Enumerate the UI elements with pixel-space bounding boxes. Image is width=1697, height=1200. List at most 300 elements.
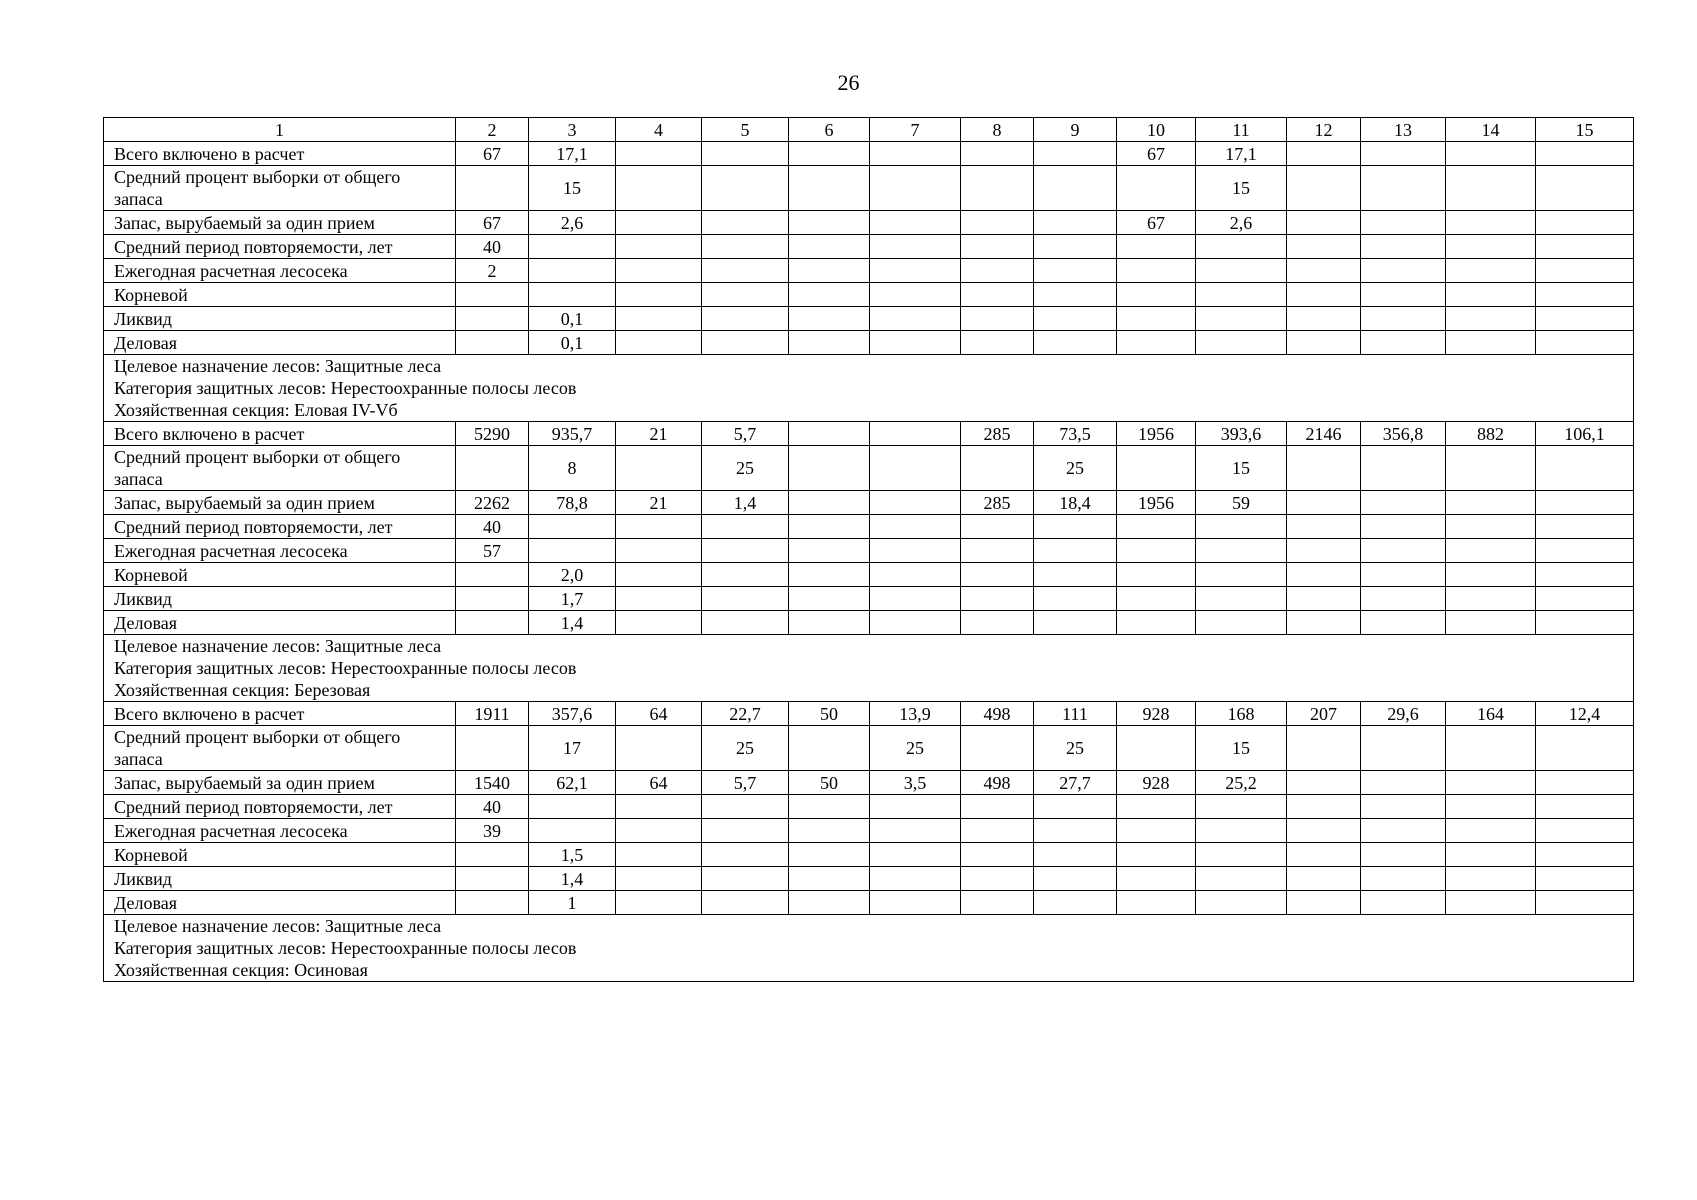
table-cell: 0,1 — [529, 307, 616, 331]
table-cell — [1196, 795, 1287, 819]
table-cell — [1446, 515, 1536, 539]
table-row — [104, 563, 1634, 587]
table-cell: 15 — [1196, 726, 1287, 771]
table-cell: 5290 — [456, 422, 529, 446]
row-label: Корневой — [104, 563, 456, 587]
table-cell — [961, 166, 1034, 211]
table-cell — [529, 539, 616, 563]
table-cell — [1446, 283, 1536, 307]
table-cell — [789, 331, 870, 355]
table-cell — [1287, 611, 1361, 635]
table-cell — [616, 259, 702, 283]
column-header: 10 — [1117, 118, 1196, 142]
table-cell — [1361, 539, 1446, 563]
table-cell — [1446, 795, 1536, 819]
table-cell — [702, 587, 789, 611]
table-cell — [870, 611, 961, 635]
table-cell — [616, 819, 702, 843]
table-cell — [1361, 867, 1446, 891]
table-cell: 356,8 — [1361, 422, 1446, 446]
section-info-cell — [104, 915, 1634, 982]
table-cell — [789, 142, 870, 166]
table-cell: 12,4 — [1536, 702, 1634, 726]
table-cell — [1446, 891, 1536, 915]
row-label: Ликвид — [104, 307, 456, 331]
table-cell — [1196, 331, 1287, 355]
table-cell: 1911 — [456, 702, 529, 726]
table-cell: 357,6 — [529, 702, 616, 726]
table-cell — [1361, 819, 1446, 843]
table-cell — [616, 795, 702, 819]
table-row — [104, 843, 1634, 867]
table-cell — [961, 235, 1034, 259]
table-cell — [1287, 283, 1361, 307]
table-cell — [456, 307, 529, 331]
table-cell — [1446, 446, 1536, 491]
table-cell — [1034, 611, 1117, 635]
table-cell — [1287, 891, 1361, 915]
table-cell — [1536, 166, 1634, 211]
table-cell — [870, 539, 961, 563]
table-cell — [961, 142, 1034, 166]
section-info-line: Целевое назначение лесов: Защитные леса — [114, 356, 442, 376]
table-cell — [702, 891, 789, 915]
table-cell: 21 — [616, 422, 702, 446]
table-cell — [870, 819, 961, 843]
table-cell: 59 — [1196, 491, 1287, 515]
table-row — [104, 283, 1634, 307]
table-cell — [1034, 795, 1117, 819]
column-header: 14 — [1446, 118, 1536, 142]
table-cell: 40 — [456, 515, 529, 539]
row-label: Запас, вырубаемый за один прием — [104, 211, 456, 235]
table-cell — [1034, 867, 1117, 891]
table-row — [104, 259, 1634, 283]
table-cell — [702, 166, 789, 211]
table-cell — [789, 307, 870, 331]
table-cell — [961, 211, 1034, 235]
table-cell — [616, 515, 702, 539]
column-header: 15 — [1536, 118, 1634, 142]
table-cell — [702, 819, 789, 843]
table-cell: 67 — [456, 142, 529, 166]
table-cell — [1196, 235, 1287, 259]
table-cell — [1361, 491, 1446, 515]
row-label: Средний процент выборки от общего запаса — [104, 166, 456, 211]
table-cell — [789, 819, 870, 843]
table-cell — [456, 563, 529, 587]
table-cell — [789, 843, 870, 867]
table-cell — [961, 587, 1034, 611]
table-cell — [1196, 283, 1287, 307]
section-info-line: Целевое назначение лесов: Защитные леса — [114, 636, 442, 656]
table-cell: 2262 — [456, 491, 529, 515]
table-cell — [1361, 891, 1446, 915]
table-cell: 285 — [961, 491, 1034, 515]
column-number-header-row — [104, 118, 1634, 142]
table-cell: 1,5 — [529, 843, 616, 867]
table-cell — [529, 515, 616, 539]
table-cell — [870, 795, 961, 819]
table-cell: 67 — [1117, 211, 1196, 235]
table-cell — [1536, 867, 1634, 891]
table-cell — [1287, 771, 1361, 795]
table-cell — [1034, 166, 1117, 211]
table-cell: 1956 — [1117, 422, 1196, 446]
table-cell — [789, 795, 870, 819]
table-cell — [1361, 563, 1446, 587]
table-cell — [870, 891, 961, 915]
table-cell — [870, 235, 961, 259]
page-number: 26 — [837, 70, 860, 95]
table-cell: 40 — [456, 235, 529, 259]
table-cell — [529, 235, 616, 259]
table-cell — [1446, 142, 1536, 166]
table-cell: 67 — [1117, 142, 1196, 166]
column-header: 1 — [104, 118, 456, 142]
table-cell — [1034, 235, 1117, 259]
table-cell — [1196, 539, 1287, 563]
table-cell — [702, 307, 789, 331]
table-cell — [1287, 843, 1361, 867]
table-cell: 2,6 — [1196, 211, 1287, 235]
table-cell — [1361, 142, 1446, 166]
table-cell — [1196, 259, 1287, 283]
table-cell — [1117, 795, 1196, 819]
table-cell — [789, 283, 870, 307]
table-cell — [456, 283, 529, 307]
table-row — [104, 422, 1634, 446]
table-cell — [616, 611, 702, 635]
table-cell — [870, 491, 961, 515]
table-cell — [1117, 515, 1196, 539]
table-cell — [1361, 331, 1446, 355]
table-cell — [1117, 235, 1196, 259]
table-cell — [529, 259, 616, 283]
table-cell — [1196, 867, 1287, 891]
table-cell: 285 — [961, 422, 1034, 446]
table-cell — [456, 587, 529, 611]
section-info-line: Хозяйственная секция: Березовая — [114, 680, 371, 700]
table-body — [104, 142, 1634, 982]
table-cell — [616, 142, 702, 166]
table-cell — [456, 611, 529, 635]
table-cell: 62,1 — [529, 771, 616, 795]
table-cell — [1361, 259, 1446, 283]
table-cell — [702, 539, 789, 563]
table-cell — [1196, 563, 1287, 587]
table-cell — [1117, 259, 1196, 283]
table-cell: 1956 — [1117, 491, 1196, 515]
row-label: Корневой — [104, 283, 456, 307]
table-cell — [1361, 211, 1446, 235]
table-row — [104, 515, 1634, 539]
table-row — [104, 491, 1634, 515]
table-cell — [789, 891, 870, 915]
table-row — [104, 819, 1634, 843]
section-header-row — [104, 635, 1634, 702]
table-cell — [1536, 843, 1634, 867]
table-cell — [1196, 611, 1287, 635]
table-cell — [1536, 142, 1634, 166]
table-cell — [1287, 795, 1361, 819]
table-cell — [1117, 283, 1196, 307]
table-cell — [1536, 819, 1634, 843]
table-cell — [456, 166, 529, 211]
table-cell — [1117, 307, 1196, 331]
table-cell — [616, 331, 702, 355]
table-cell — [1536, 331, 1634, 355]
table-cell — [1034, 259, 1117, 283]
table-cell — [1287, 867, 1361, 891]
column-header: 7 — [870, 118, 961, 142]
table-cell — [1117, 166, 1196, 211]
table-cell: 25 — [1034, 726, 1117, 771]
row-label: Деловая — [104, 331, 456, 355]
table-cell — [1446, 867, 1536, 891]
table-cell — [1117, 819, 1196, 843]
table-cell — [870, 867, 961, 891]
table-cell — [870, 331, 961, 355]
table-cell — [1034, 587, 1117, 611]
table-cell — [1287, 211, 1361, 235]
table-cell: 1,7 — [529, 587, 616, 611]
column-header: 5 — [702, 118, 789, 142]
table-cell — [1287, 331, 1361, 355]
table-cell: 168 — [1196, 702, 1287, 726]
table-cell — [1034, 307, 1117, 331]
table-cell: 50 — [789, 702, 870, 726]
table-cell: 5,7 — [702, 422, 789, 446]
table-cell — [1034, 283, 1117, 307]
table-cell — [616, 283, 702, 307]
column-header: 8 — [961, 118, 1034, 142]
row-label: Средний процент выборки от общего запаса — [104, 726, 456, 771]
table-cell: 2,0 — [529, 563, 616, 587]
table-cell — [870, 843, 961, 867]
table-cell — [616, 867, 702, 891]
table-cell — [1034, 211, 1117, 235]
table-cell — [1117, 726, 1196, 771]
table-cell — [1536, 771, 1634, 795]
section-info-line: Категория защитных лесов: Нерестоохранные полосы лесов — [114, 938, 577, 958]
table-row — [104, 142, 1634, 166]
table-cell — [1117, 891, 1196, 915]
column-header: 12 — [1287, 118, 1361, 142]
table-cell — [1536, 259, 1634, 283]
table-cell — [529, 819, 616, 843]
table-cell: 57 — [456, 539, 529, 563]
section-header-row — [104, 355, 1634, 422]
table-cell — [1361, 611, 1446, 635]
section-info-cell — [104, 355, 1634, 422]
table-row — [104, 891, 1634, 915]
table-cell: 73,5 — [1034, 422, 1117, 446]
table-cell — [789, 422, 870, 446]
table-cell — [870, 142, 961, 166]
table-cell — [961, 515, 1034, 539]
table-cell — [961, 795, 1034, 819]
table-cell — [1536, 446, 1634, 491]
table-cell — [1536, 211, 1634, 235]
column-header: 11 — [1196, 118, 1287, 142]
table-cell — [1034, 331, 1117, 355]
table-cell — [1287, 515, 1361, 539]
table-row — [104, 702, 1634, 726]
table-cell: 1 — [529, 891, 616, 915]
table-cell — [702, 142, 789, 166]
table-cell — [1446, 235, 1536, 259]
table-cell — [870, 422, 961, 446]
table-cell — [702, 867, 789, 891]
table-cell — [961, 331, 1034, 355]
table-cell — [789, 515, 870, 539]
table-cell — [1196, 891, 1287, 915]
table-cell — [1034, 843, 1117, 867]
table-cell — [1446, 539, 1536, 563]
table-cell: 17,1 — [1196, 142, 1287, 166]
table-cell — [961, 307, 1034, 331]
table-cell — [961, 611, 1034, 635]
table-cell: 928 — [1117, 771, 1196, 795]
table-cell — [1117, 446, 1196, 491]
table-cell: 2146 — [1287, 422, 1361, 446]
table-cell — [616, 446, 702, 491]
table-cell — [870, 587, 961, 611]
table-cell — [1536, 795, 1634, 819]
table-cell — [1361, 587, 1446, 611]
table-row — [104, 166, 1634, 211]
table-row — [104, 446, 1634, 491]
section-info-line: Хозяйственная секция: Осиновая — [114, 960, 368, 980]
table-cell — [1361, 283, 1446, 307]
table-cell — [870, 211, 961, 235]
table-cell: 25 — [870, 726, 961, 771]
table-cell — [789, 587, 870, 611]
table-cell — [702, 283, 789, 307]
table-cell — [1446, 587, 1536, 611]
table-cell: 25,2 — [1196, 771, 1287, 795]
table-cell — [961, 891, 1034, 915]
table-cell — [1446, 211, 1536, 235]
section-info-cell — [104, 635, 1634, 702]
table-row — [104, 587, 1634, 611]
column-header: 2 — [456, 118, 529, 142]
table-cell — [789, 211, 870, 235]
table-cell: 64 — [616, 702, 702, 726]
table-cell — [1287, 726, 1361, 771]
table-cell: 8 — [529, 446, 616, 491]
table-cell: 1,4 — [529, 611, 616, 635]
section-info-line: Категория защитных лесов: Нерестоохранные полосы лесов — [114, 378, 577, 398]
table-cell — [1287, 166, 1361, 211]
row-label: Корневой — [104, 843, 456, 867]
table-cell — [1287, 446, 1361, 491]
table-cell — [961, 446, 1034, 491]
table-cell — [789, 259, 870, 283]
table-cell: 498 — [961, 702, 1034, 726]
table-cell: 0,1 — [529, 331, 616, 355]
table-cell — [1287, 307, 1361, 331]
table-row — [104, 539, 1634, 563]
table-cell — [1536, 611, 1634, 635]
table-cell — [456, 446, 529, 491]
table-cell: 1,4 — [529, 867, 616, 891]
table-cell — [616, 235, 702, 259]
table-cell — [870, 283, 961, 307]
table-cell — [961, 563, 1034, 587]
table-cell — [702, 515, 789, 539]
table-cell: 2,6 — [529, 211, 616, 235]
table-cell — [1446, 843, 1536, 867]
table-cell: 15 — [1196, 446, 1287, 491]
table-cell: 164 — [1446, 702, 1536, 726]
table-cell — [789, 867, 870, 891]
table-cell: 39 — [456, 819, 529, 843]
table-cell — [1446, 166, 1536, 211]
table-cell: 17 — [529, 726, 616, 771]
table-row — [104, 235, 1634, 259]
table-cell — [1536, 726, 1634, 771]
row-label: Ликвид — [104, 867, 456, 891]
table-cell: 25 — [1034, 446, 1117, 491]
table-cell — [1034, 891, 1117, 915]
table-cell: 5,7 — [702, 771, 789, 795]
table-cell — [702, 259, 789, 283]
table-cell — [1287, 142, 1361, 166]
table-cell — [702, 235, 789, 259]
table-cell — [1196, 307, 1287, 331]
table-cell — [1117, 563, 1196, 587]
table-cell — [961, 867, 1034, 891]
table-cell: 1,4 — [702, 491, 789, 515]
forest-calculation-table — [103, 117, 1634, 982]
table-cell — [1117, 843, 1196, 867]
section-info-line: Хозяйственная секция: Еловая IV-Vб — [114, 400, 398, 420]
table-cell: 2 — [456, 259, 529, 283]
row-label: Средний период повторяемости, лет — [104, 515, 456, 539]
row-label: Деловая — [104, 891, 456, 915]
table-cell: 207 — [1287, 702, 1361, 726]
table-cell — [1196, 819, 1287, 843]
table-cell: 498 — [961, 771, 1034, 795]
table-cell: 25 — [702, 446, 789, 491]
table-cell — [456, 891, 529, 915]
table-cell — [1034, 515, 1117, 539]
table-cell — [870, 259, 961, 283]
table-cell — [1361, 726, 1446, 771]
table-cell — [456, 843, 529, 867]
table-cell — [789, 611, 870, 635]
table-cell — [1361, 166, 1446, 211]
table-cell: 393,6 — [1196, 422, 1287, 446]
table-cell: 40 — [456, 795, 529, 819]
row-label: Средний период повторяемости, лет — [104, 235, 456, 259]
row-label: Ликвид — [104, 587, 456, 611]
table-cell — [789, 166, 870, 211]
table-cell — [1446, 819, 1536, 843]
table-cell — [1117, 331, 1196, 355]
table-cell — [616, 539, 702, 563]
table-cell — [1446, 307, 1536, 331]
table-cell: 15 — [1196, 166, 1287, 211]
table-cell — [1196, 515, 1287, 539]
table-cell — [870, 307, 961, 331]
table-cell — [1536, 307, 1634, 331]
table-cell — [1034, 142, 1117, 166]
table-cell — [616, 307, 702, 331]
table-cell — [529, 283, 616, 307]
